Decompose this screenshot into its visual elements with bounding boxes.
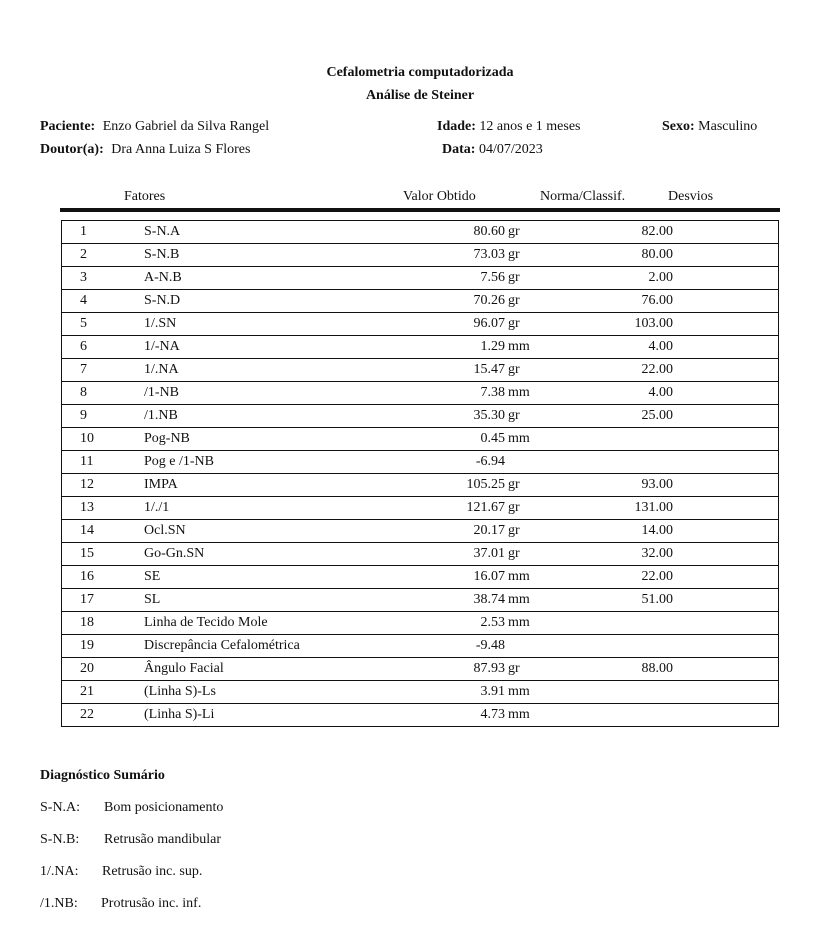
row-deviation: [673, 221, 779, 244]
diagnosis-text: Retrusão inc. sup.: [102, 864, 203, 879]
doctor-field: [40, 142, 250, 158]
row-value: 15.47: [473, 362, 505, 377]
row-number: 2: [62, 244, 145, 267]
row-factor: Pog-NB: [144, 428, 414, 451]
row-factor: SE: [144, 566, 414, 589]
row-number: 5: [62, 313, 145, 336]
row-deviation: [673, 336, 779, 359]
date-label: Data:: [442, 142, 476, 157]
row-unit: gr: [508, 362, 520, 377]
row-factor: S-N.D: [144, 290, 414, 313]
table-row: [62, 474, 779, 497]
row-number: 18: [62, 612, 145, 635]
row-unit: gr: [508, 270, 520, 285]
row-factor: IMPA: [144, 474, 414, 497]
diagnosis-key: S-N.B:: [40, 832, 80, 847]
table-row: [62, 589, 779, 612]
row-value: 3.91: [480, 684, 505, 699]
row-norm: 88.00: [576, 658, 673, 681]
row-unit: mm: [508, 592, 530, 607]
table-row: [62, 520, 779, 543]
age-label: Idade:: [437, 119, 476, 134]
report-title: Cefalometria computadorizada: [326, 65, 514, 80]
row-number: 11: [62, 451, 145, 474]
row-factor: 1/.SN: [144, 313, 414, 336]
row-factor: Ângulo Facial: [144, 658, 414, 681]
row-number: 3: [62, 267, 145, 290]
row-value: 35.30: [473, 408, 505, 423]
row-value-cell: [414, 566, 576, 589]
row-value-cell: [414, 244, 576, 267]
row-number: 10: [62, 428, 145, 451]
row-number: 6: [62, 336, 145, 359]
row-value: 38.74: [473, 592, 505, 607]
row-value-cell: [414, 451, 576, 474]
row-value: 73.03: [473, 247, 505, 262]
row-unit: mm: [508, 615, 530, 630]
row-value: 121.67: [466, 500, 505, 515]
row-unit: gr: [508, 408, 520, 423]
table-row: [62, 635, 779, 658]
diagnosis-key: /1.NB:: [40, 896, 78, 911]
row-factor: Go-Gn.SN: [144, 543, 414, 566]
row-factor: /1-NB: [144, 382, 414, 405]
header-value: Valor Obtido: [403, 189, 476, 204]
table-row: [62, 336, 779, 359]
row-unit: gr: [508, 293, 520, 308]
row-value-cell: [414, 313, 576, 336]
row-norm: 131.00: [576, 497, 673, 520]
diagnosis-title: Diagnóstico Sumário: [40, 768, 165, 783]
row-value: -9.48: [475, 638, 505, 653]
row-unit: mm: [508, 684, 530, 699]
table-row: [62, 543, 779, 566]
row-norm: 22.00: [576, 566, 673, 589]
patient-label: Paciente:: [40, 119, 96, 134]
row-deviation: [673, 290, 779, 313]
row-value-cell: [414, 336, 576, 359]
diagnosis-key: 1/.NA:: [40, 864, 79, 879]
row-norm: 2.00: [576, 267, 673, 290]
row-factor: /1.NB: [144, 405, 414, 428]
row-value-cell: [414, 474, 576, 497]
row-number: 8: [62, 382, 145, 405]
row-factor: (Linha S)-Ls: [144, 681, 414, 704]
row-factor: S-N.B: [144, 244, 414, 267]
doctor-name: Dra Anna Luiza S Flores: [111, 142, 251, 157]
sex-value: Masculino: [698, 119, 758, 134]
row-norm: [576, 681, 673, 704]
row-number: 14: [62, 520, 145, 543]
age-field: [437, 119, 581, 135]
row-value-cell: [414, 359, 576, 382]
row-value-cell: [414, 612, 576, 635]
row-value: 37.01: [473, 546, 505, 561]
row-number: 7: [62, 359, 145, 382]
diagnosis-text: Bom posicionamento: [104, 800, 224, 815]
row-factor: Discrepância Cefalométrica: [144, 635, 414, 658]
row-factor: Pog e /1-NB: [144, 451, 414, 474]
row-factor: (Linha S)-Li: [144, 704, 414, 727]
header-factors: Fatores: [124, 189, 166, 204]
row-norm: 103.00: [576, 313, 673, 336]
row-value-cell: [414, 497, 576, 520]
table-row: [62, 267, 779, 290]
table-row: [62, 382, 779, 405]
row-number: 17: [62, 589, 145, 612]
row-deviation: [673, 704, 779, 727]
row-unit: gr: [508, 546, 520, 561]
row-deviation: [673, 244, 779, 267]
row-deviation: [673, 589, 779, 612]
row-norm: [576, 612, 673, 635]
header-norm: Norma/Classif.: [540, 189, 626, 204]
table-row: [62, 290, 779, 313]
row-deviation: [673, 543, 779, 566]
row-number: 1: [80, 224, 87, 239]
diagnosis-key: S-N.A:: [40, 800, 81, 815]
table-row: [62, 704, 779, 727]
row-norm: 22.00: [576, 359, 673, 382]
row-number: 4: [62, 290, 145, 313]
row-factor: A-N.B: [144, 267, 414, 290]
row-unit: gr: [508, 477, 520, 492]
row-deviation: [673, 382, 779, 405]
table-row: [62, 244, 779, 267]
row-deviation: [673, 359, 779, 382]
row-deviation: [673, 566, 779, 589]
date-value: 04/07/2023: [478, 142, 543, 157]
row-deviation: [673, 520, 779, 543]
row-deviation: [673, 497, 779, 520]
sex-label: Sexo:: [662, 119, 695, 134]
row-value: 80.60: [473, 224, 505, 239]
row-factor: 1/./1: [144, 497, 414, 520]
row-unit: gr: [508, 661, 520, 676]
patient-name: Enzo Gabriel da Silva Rangel: [102, 119, 270, 134]
row-unit: gr: [508, 224, 520, 239]
row-deviation: [673, 658, 779, 681]
row-norm: 4.00: [576, 382, 673, 405]
row-norm: 76.00: [576, 290, 673, 313]
row-norm: [576, 704, 673, 727]
diagnosis-text: Protrusão inc. inf.: [101, 896, 202, 911]
table-row: [62, 497, 779, 520]
row-norm: 4.00: [576, 336, 673, 359]
table-row: [62, 428, 779, 451]
row-norm: 51.00: [576, 589, 673, 612]
row-value-cell: [414, 520, 576, 543]
row-factor: SL: [144, 589, 414, 612]
row-unit: mm: [508, 431, 530, 446]
row-norm: [576, 428, 673, 451]
row-unit: mm: [508, 707, 530, 722]
row-factor: 1/-NA: [144, 336, 414, 359]
row-value-cell: [414, 658, 576, 681]
row-value: 16.07: [473, 569, 505, 584]
row-number: 20: [62, 658, 145, 681]
row-value-cell: [414, 704, 576, 727]
row-norm: 80.00: [576, 244, 673, 267]
row-number: 9: [62, 405, 145, 428]
row-deviation: [673, 451, 779, 474]
row-value: 7.38: [480, 385, 505, 400]
row-factor: Ocl.SN: [144, 520, 414, 543]
header-deviations: Desvios: [668, 189, 714, 204]
table-row: [62, 221, 779, 244]
table-row: [62, 451, 779, 474]
row-unit: gr: [508, 500, 520, 515]
row-norm: 93.00: [576, 474, 673, 497]
row-unit: mm: [508, 569, 530, 584]
row-value: 4.73: [480, 707, 505, 722]
row-deviation: [673, 428, 779, 451]
row-value: 96.07: [473, 316, 505, 331]
row-deviation: [673, 405, 779, 428]
row-deviation: [673, 635, 779, 658]
sex-field: [662, 119, 757, 135]
row-norm: [576, 451, 673, 474]
row-value: 87.93: [473, 661, 505, 676]
diagnosis-text: Retrusão mandibular: [104, 832, 222, 847]
date-field: [442, 142, 543, 158]
row-unit: gr: [508, 523, 520, 538]
row-number: 22: [62, 704, 145, 727]
results-table: [61, 220, 779, 727]
row-value-cell: [414, 405, 576, 428]
row-number: 19: [62, 635, 145, 658]
row-unit: gr: [508, 316, 520, 331]
row-value: 2.53: [480, 615, 505, 630]
row-value: -6.94: [475, 454, 505, 469]
report-subtitle: Análise de Steiner: [365, 88, 475, 103]
row-value-cell: [414, 543, 576, 566]
row-value-cell: [414, 221, 576, 244]
row-number: 13: [62, 497, 145, 520]
row-norm: 14.00: [576, 520, 673, 543]
row-number: 21: [62, 681, 145, 704]
row-norm: [576, 635, 673, 658]
patient-field: [40, 119, 269, 135]
row-value-cell: [414, 428, 576, 451]
row-value-cell: [414, 635, 576, 658]
row-factor: Linha de Tecido Mole: [144, 612, 414, 635]
row-value: 7.56: [480, 270, 505, 285]
row-factor: S-N.A: [144, 224, 181, 239]
table-row: [62, 405, 779, 428]
row-deviation: [673, 313, 779, 336]
table-row: [62, 313, 779, 336]
table-row: [62, 566, 779, 589]
row-number: 12: [62, 474, 145, 497]
table-row: [62, 612, 779, 635]
row-value-cell: [414, 267, 576, 290]
row-value: 1.29: [480, 339, 505, 354]
row-deviation: [673, 681, 779, 704]
row-value: 20.17: [473, 523, 505, 538]
row-deviation: [673, 267, 779, 290]
row-number: 15: [62, 543, 145, 566]
header-rule: [60, 208, 780, 212]
table-row: [62, 681, 779, 704]
row-norm: 82.00: [641, 224, 673, 239]
row-factor: 1/.NA: [144, 359, 414, 382]
row-norm: 32.00: [576, 543, 673, 566]
row-unit: mm: [508, 385, 530, 400]
row-value-cell: [414, 681, 576, 704]
row-value-cell: [414, 290, 576, 313]
row-unit: mm: [508, 339, 530, 354]
age-value: 12 anos e 1 meses: [479, 119, 581, 134]
row-value: 0.45: [480, 431, 505, 446]
row-deviation: [673, 612, 779, 635]
row-value: 105.25: [466, 477, 505, 492]
row-number: 16: [62, 566, 145, 589]
table-row: [62, 359, 779, 382]
row-unit: gr: [508, 247, 520, 262]
doctor-label: Doutor(a):: [40, 142, 104, 157]
row-value: 70.26: [473, 293, 505, 308]
row-deviation: [673, 474, 779, 497]
row-norm: 25.00: [576, 405, 673, 428]
table-row: [62, 658, 779, 681]
row-value-cell: [414, 382, 576, 405]
row-value-cell: [414, 589, 576, 612]
